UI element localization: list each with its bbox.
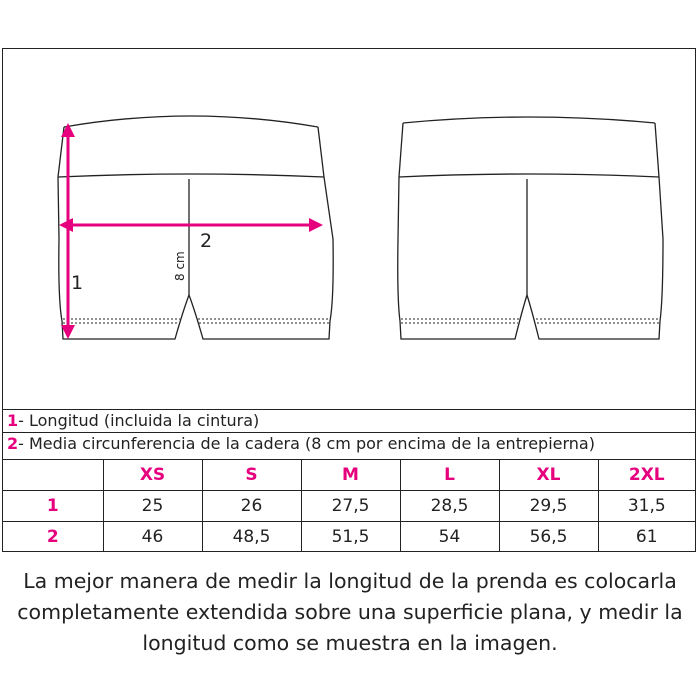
hip-arrow: [59, 218, 323, 232]
table-cell: 48,5: [202, 522, 301, 553]
instruction-line: longitud como se muestra en la imagen.: [142, 631, 558, 655]
instruction-line: completamente extendida sobre una superficie plana, y medir la: [17, 600, 683, 624]
table-cell: 26: [202, 491, 301, 522]
hip-label: 2: [200, 230, 213, 252]
size-header: 2XL: [598, 460, 695, 491]
size-guide-frame: [2, 48, 696, 552]
instruction-line: La mejor manera de medir la longitud de la prenda es colocarla: [23, 569, 677, 593]
legend-num: 1: [7, 411, 19, 430]
row-label: 1: [3, 491, 103, 522]
size-header: M: [301, 460, 400, 491]
length-label: 1: [71, 272, 84, 294]
row-label: 2: [3, 522, 103, 553]
legend-row-2: [3, 432, 695, 455]
legend-text: - Media circunferencia de la cadera (8 cm por encima de la entrepierna): [18, 434, 595, 453]
table-cell: 46: [103, 522, 202, 553]
shorts-diagram: [3, 49, 695, 409]
table-cell: 31,5: [598, 491, 695, 522]
table-corner-cell: [3, 460, 103, 491]
size-header: XL: [499, 460, 598, 491]
table-cell: 27,5: [301, 491, 400, 522]
size-header: L: [400, 460, 499, 491]
front-waistband-bottom: [58, 174, 324, 177]
table-row: [3, 491, 695, 522]
back-waistband-right: [655, 123, 659, 177]
size-header: XS: [103, 460, 202, 491]
size-header: S: [202, 460, 301, 491]
table-cell: 29,5: [499, 491, 598, 522]
crotch-measure-label: 8 cm: [173, 251, 187, 281]
front-body-outline: [58, 177, 333, 339]
front-waistband-right: [318, 127, 324, 177]
legend-num: 2: [7, 434, 19, 453]
table-cell: 25: [103, 491, 202, 522]
table-cell: 56,5: [499, 522, 598, 553]
front-waistband-top: [64, 116, 318, 127]
back-waistband-left: [399, 123, 403, 177]
legend-row-1: [3, 409, 695, 432]
back-body-outline: [398, 177, 663, 339]
table-cell: 54: [400, 522, 499, 553]
table-cell: 51,5: [301, 522, 400, 553]
size-header-row: [3, 460, 695, 491]
measuring-instructions: [0, 566, 700, 659]
back-shorts-drawing: [398, 117, 663, 339]
legend-text: - Longitud (incluida la cintura): [18, 411, 260, 430]
back-waistband-top: [403, 117, 655, 123]
back-waistband-bottom: [399, 174, 659, 177]
table-cell: 61: [598, 522, 695, 553]
front-shorts-drawing: [58, 116, 333, 339]
table-cell: 28,5: [400, 491, 499, 522]
table-row: [3, 522, 695, 553]
size-table: [3, 459, 695, 552]
